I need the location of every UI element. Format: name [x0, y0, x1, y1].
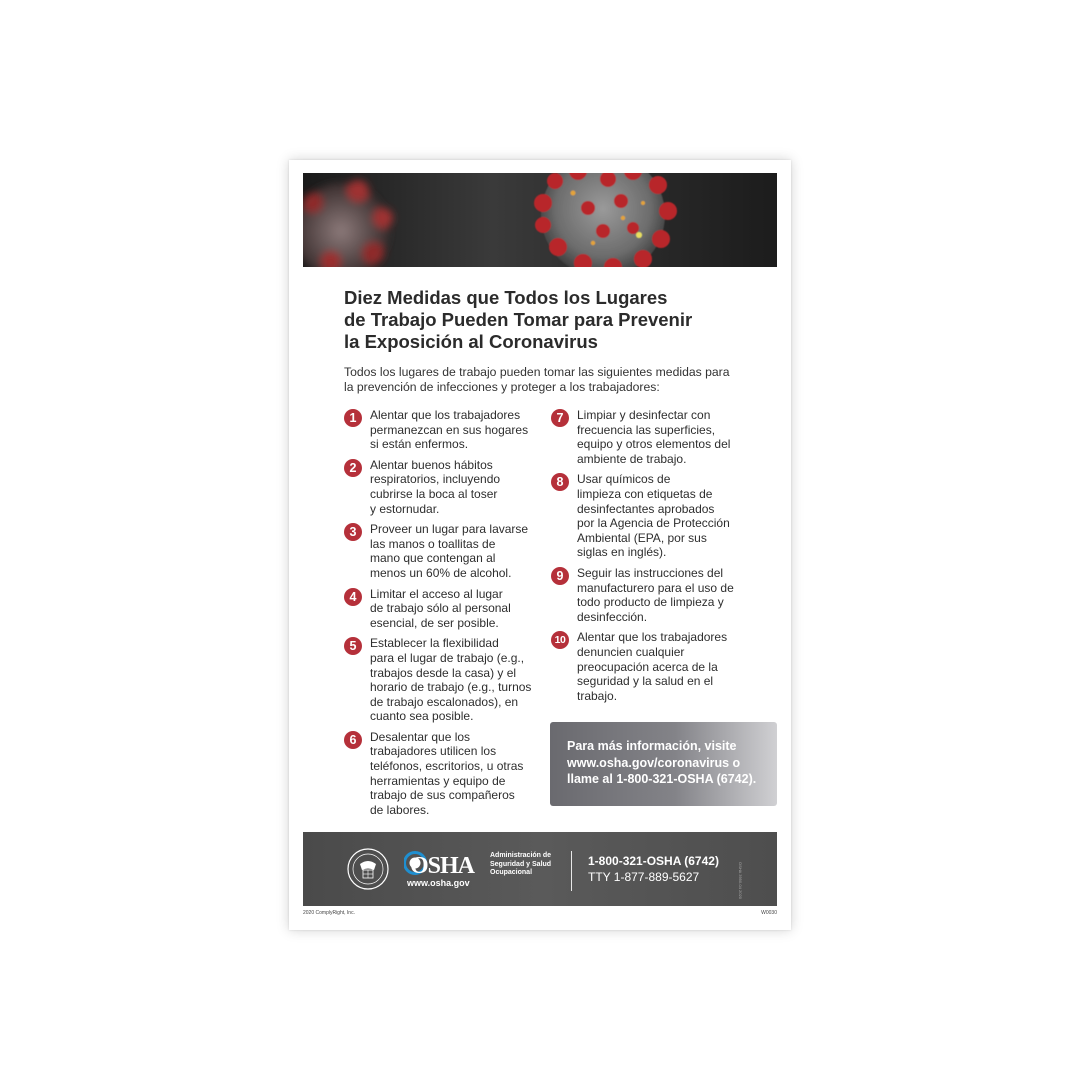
footer-divider [571, 851, 572, 891]
measure-text-line: Alentar buenos hábitos [370, 457, 493, 472]
number-badge: 10 [551, 631, 569, 649]
number-badge: 8 [551, 473, 569, 491]
measure-item [551, 630, 746, 703]
agency-line: Administración de [490, 852, 552, 859]
department-of-labor-seal-icon [347, 848, 389, 895]
measure-text-line: y estornudar. [370, 501, 440, 516]
phone-number: 1-800-321-OSHA (6742) [588, 854, 719, 868]
title-line: Diez Medidas que Todos los Lugares [344, 287, 668, 308]
intro-paragraph [344, 365, 744, 395]
publication-code: OSHA 3990-04 2020 [738, 862, 743, 899]
measure-text-line: trabajos desde la casa) y el [370, 665, 517, 680]
measure-item [551, 408, 746, 466]
measure-text-line: ambiente de trabajo. [577, 451, 687, 466]
measure-item [344, 636, 534, 724]
number-badge: 6 [344, 731, 362, 749]
measure-text-line: trabajadores utilicen los [370, 744, 497, 759]
measure-text-line: mano que contengan al [370, 551, 496, 566]
measure-text-line: limpieza con etiquetas de [577, 486, 713, 501]
intro-line: la prevención de infecciones y proteger a los trabajadores: [344, 380, 660, 394]
number-badge: 1 [344, 409, 362, 427]
measure-text-line: Limitar el acceso al lugar [370, 586, 503, 601]
measures-column-left [344, 408, 534, 817]
measures-column-right [551, 408, 746, 703]
measure-text-line: Seguir las instrucciones del [577, 565, 724, 580]
intro-line: Todos los lugares de trabajo pueden tomar las siguientes medidas para [344, 365, 730, 379]
measure-text-line: cubrirse la boca al toser [370, 486, 498, 501]
number-badge: 7 [551, 409, 569, 427]
measure-text-line: Usar químicos de [577, 472, 671, 487]
measure-text-line: Desalentar que los [370, 729, 471, 744]
measure-text-line: permanezcan en sus hogares [370, 422, 529, 437]
measure-text-line: siglas en inglés). [577, 545, 667, 560]
tty-number: TTY 1-877-889-5627 [588, 870, 700, 884]
measure-item [344, 458, 534, 516]
poster-title [344, 287, 744, 353]
measure-text-line: horario de trabajo (e.g., turnos [370, 680, 532, 695]
info-line: llame al 1-800-321-OSHA (6742). [567, 772, 757, 786]
measure-item [344, 408, 534, 452]
coronavirus-banner-image [303, 173, 777, 267]
measure-text-line: herramientas y equipo de [370, 773, 506, 788]
measure-text-line: preocupación acerca de la [577, 659, 718, 674]
number-badge: 4 [344, 588, 362, 606]
product-code: W0030 [761, 910, 777, 916]
measure-text-line: por la Agencia de Protección [577, 516, 730, 531]
agency-line: Ocupacional [490, 869, 533, 876]
info-line: Para más información, visite [567, 739, 737, 753]
title-line: la Exposición al Coronavirus [344, 331, 598, 352]
measure-text-line: Ambiental (EPA, por sus [577, 530, 707, 545]
measure-text-line: Alentar que los trabajadores [577, 630, 728, 645]
measure-text-line: de trabajo sólo al personal [370, 601, 511, 616]
measure-item [344, 522, 534, 580]
osha-website: www.osha.gov [407, 878, 470, 888]
number-badge: 2 [344, 459, 362, 477]
measure-text-line: manufacturero para el uso de [577, 580, 734, 595]
number-badge: 9 [551, 567, 569, 585]
number-badge: 5 [344, 637, 362, 655]
copyright-notice: 2020 ComplyRight, Inc. [303, 910, 355, 916]
measure-text-line: Alentar que los trabajadores [370, 408, 521, 422]
measure-text-line: Limpiar y desinfectar con [577, 408, 711, 422]
title-line: de Trabajo Pueden Tomar para Prevenir [344, 309, 693, 330]
measure-text-line: seguridad y la salud en el [577, 674, 714, 689]
measure-text-line: desinfectantes aprobados [577, 501, 715, 516]
number-badge: 3 [344, 523, 362, 541]
footer-bar [303, 832, 777, 906]
measure-text-line: frecuencia las superficies, [577, 422, 716, 437]
measure-text-line: denuncien cualquier [577, 644, 685, 659]
measure-item [551, 472, 746, 560]
measure-item [344, 730, 534, 818]
measure-text-line: equipo y otros elementos del [577, 437, 731, 452]
measure-text-line: menos un 60% de alcohol. [370, 565, 512, 580]
measure-text-line: Establecer la flexibilidad [370, 636, 499, 651]
measure-text-line: respiratorios, incluyendo [370, 472, 501, 487]
measure-text-line: teléfonos, escritorios, u otras [370, 759, 524, 774]
measure-text-line: esencial, de ser posible. [370, 615, 499, 630]
measure-text-line: Proveer un lugar para lavarse [370, 522, 529, 537]
measure-text-line: desinfección. [577, 609, 648, 624]
measure-item [551, 566, 746, 624]
poster [289, 160, 791, 930]
measure-text-line: trabajo. [577, 688, 618, 703]
measure-text-line: para el lugar de trabajo (e.g., [370, 650, 525, 665]
agency-line: Seguridad y Salud [490, 860, 552, 868]
osha-logo [404, 850, 484, 881]
measure-text-line: de labores. [370, 802, 430, 817]
measure-text-line: trabajo de sus compañeros [370, 788, 515, 803]
more-info-box [550, 722, 777, 806]
agency-name [490, 852, 551, 878]
measure-text-line: las manos o toallitas de [370, 536, 496, 551]
measure-item [344, 587, 534, 631]
measure-text-line: cuanto sea posible. [370, 709, 474, 724]
measure-text-line: todo producto de limpieza y [577, 595, 724, 610]
osha-logo-text: OSHA [410, 853, 475, 876]
measure-text-line: si están enfermos. [370, 437, 469, 452]
measure-text-line: de trabajo escalonados), en [370, 694, 519, 709]
info-line: www.osha.gov/coronavirus o [567, 755, 741, 770]
